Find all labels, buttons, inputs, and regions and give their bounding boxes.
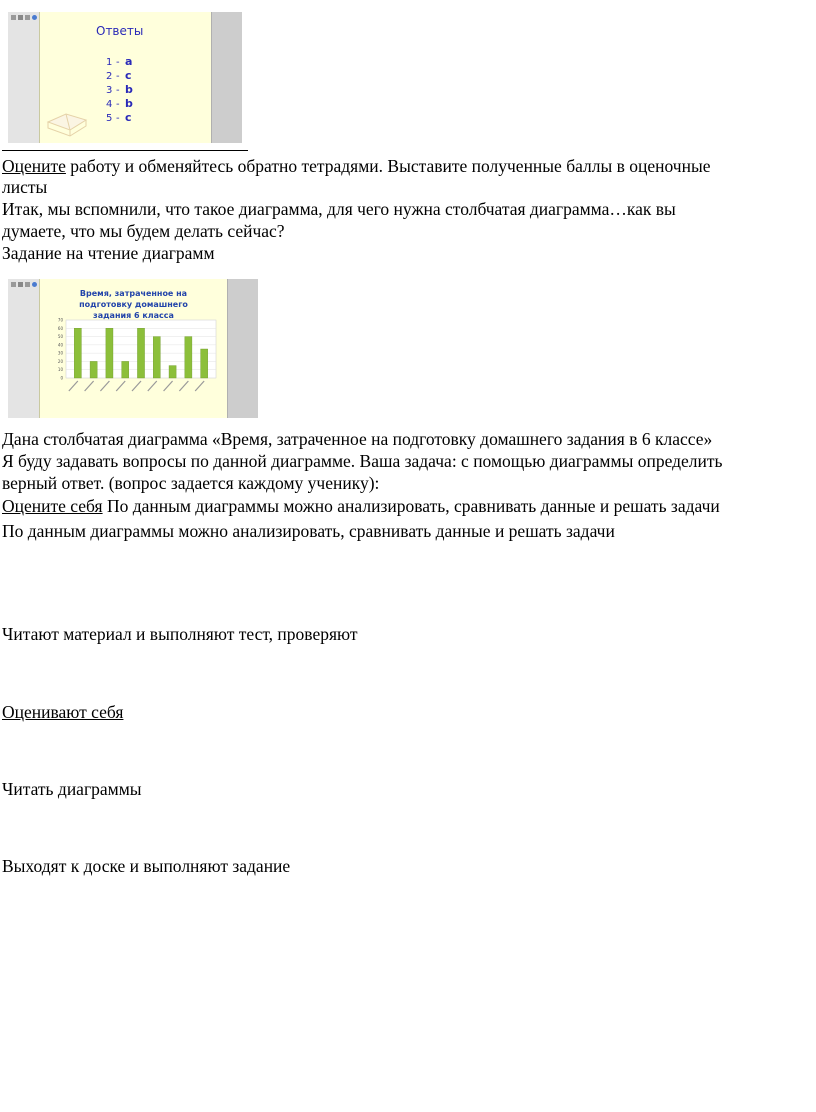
bar: [169, 366, 176, 378]
bar: [74, 328, 81, 378]
x-tick-label: [116, 381, 125, 391]
toolbar-icon: [32, 282, 37, 287]
divider-line: [2, 150, 248, 151]
paragraph-evaluate: Оцените работу и обменяйтесь обратно тетрадями. Выставите полученные баллы в оценочные: [2, 156, 711, 176]
x-tick-label: [179, 381, 188, 391]
x-tick-label: [85, 381, 94, 391]
x-tick-label: [148, 381, 157, 391]
toolbar-icon: [25, 15, 30, 20]
paragraph-self-evaluate: Оцените себя По данным диаграммы можно анализировать, сравнивать данные и решать задачи: [2, 496, 720, 516]
book-icon: [44, 100, 90, 140]
y-tick-label: 30: [57, 350, 63, 356]
answer-row: 3 - b: [106, 83, 133, 96]
toolbar-icon: [25, 282, 30, 287]
paragraph-questions-cont: верный ответ. (вопрос задается каждому ученику):: [2, 473, 380, 493]
y-tick-label: 50: [57, 334, 63, 340]
toolbar-icon: [18, 282, 23, 287]
bar-chart: [40, 279, 229, 418]
answer-row: 2 - c: [106, 69, 132, 82]
chart-title: Время, затраченное на подготовку домашнего задания 6 класса: [79, 289, 188, 320]
bar: [122, 361, 129, 378]
paragraph-recall: Итак, мы вспомнили, что такое диаграмма, для чего нужна столбчатая диаграмма…как вы: [2, 199, 676, 219]
toolbar-icon: [11, 15, 16, 20]
toolbar-icon: [18, 15, 23, 20]
bar: [153, 337, 160, 378]
answer-row: 1 - a: [106, 55, 133, 68]
paragraph-evaluate-cont: листы: [2, 177, 48, 197]
answers-slide: [8, 12, 242, 143]
paragraph-task: Задание на чтение диаграмм: [2, 243, 215, 263]
y-tick-label: 40: [57, 342, 63, 348]
slide-canvas: [39, 279, 228, 418]
y-tick-label: 60: [57, 325, 63, 331]
x-tick-label: [195, 381, 204, 391]
activity-read-test: Читают материал и выполняют тест, проверяют: [2, 624, 358, 644]
paragraph-questions: Я буду задавать вопросы по данной диаграмме. Ваша задача: с помощью диаграммы определить: [2, 451, 723, 471]
self-evaluate-link[interactable]: Оцените себя: [2, 496, 103, 516]
y-tick-label: 10: [57, 367, 63, 373]
y-tick-label: 0: [60, 375, 63, 381]
answer-row: 4 - b: [106, 97, 133, 110]
bar: [185, 337, 192, 378]
bar: [90, 361, 97, 378]
chart-slide: [8, 279, 258, 418]
activity-board-task: Выходят к доске и выполняют задание: [2, 856, 291, 876]
evaluate-link[interactable]: Оцените: [2, 156, 66, 176]
bar: [137, 328, 144, 378]
slide-panel-left: [8, 12, 40, 143]
answers-title: Ответы: [96, 24, 144, 38]
paragraph-analysis: По данным диаграммы можно анализировать, сравнивать данные и решать задачи: [2, 521, 615, 541]
slide-panel-right: [227, 279, 258, 418]
paragraph-chart-description: Дана столбчатая диаграмма «Время, затраченное на подготовку домашнего задания в 6 классе»: [2, 429, 713, 449]
x-tick-label: [69, 381, 78, 391]
slide-panel-right: [211, 12, 242, 143]
y-tick-label: 70: [57, 317, 63, 323]
bar: [201, 349, 208, 378]
toolbar-icon: [11, 282, 16, 287]
activity-read-charts: Читать диаграммы: [2, 779, 142, 799]
x-tick-label: [132, 381, 141, 391]
paragraph-recall-cont: думаете, что мы будем делать сейчас?: [2, 221, 285, 241]
slide-canvas: [39, 12, 212, 143]
x-tick-label: [164, 381, 173, 391]
answer-row: 5 - c: [106, 111, 132, 124]
toolbar-icon: [32, 15, 37, 20]
activity-self-evaluate[interactable]: Оценивают себя: [2, 702, 124, 722]
x-tick-label: [100, 381, 109, 391]
y-tick-label: 20: [57, 358, 63, 364]
bar: [106, 328, 113, 378]
slide-panel-left: [8, 279, 40, 418]
